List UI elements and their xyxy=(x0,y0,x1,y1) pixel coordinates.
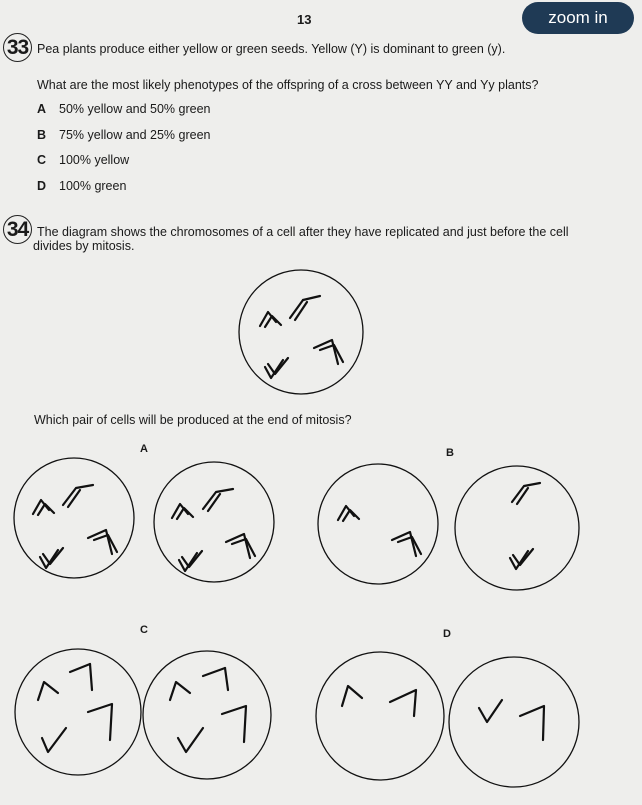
answer-label-c[interactable]: C xyxy=(140,624,148,636)
question-34-prompt: Which pair of cells will be produced at the end of mitosis? xyxy=(34,413,352,427)
question-34-stem-line-1: The diagram shows the chromosomes of a cell after they have replicated and just before the cell xyxy=(37,225,569,239)
option-b-cell-2 xyxy=(455,466,579,590)
answer-label-d[interactable]: D xyxy=(443,628,451,640)
option-b-letter: B xyxy=(37,128,47,142)
option-c-text[interactable]: 100% yellow xyxy=(59,153,130,167)
page-number: 13 xyxy=(297,12,312,27)
option-b-cell-1 xyxy=(318,464,438,584)
question-33-prompt: What are the most likely phenotypes of the offspring of a cross between YY and Yy plants? xyxy=(37,78,539,92)
zoom-in-button[interactable]: zoom in xyxy=(522,2,634,34)
answer-label-a[interactable]: A xyxy=(140,443,148,455)
option-d-cell-1 xyxy=(316,652,444,780)
option-a-cell-2 xyxy=(154,462,274,582)
option-d-cells[interactable] xyxy=(316,652,579,787)
option-c-cell-1 xyxy=(15,649,141,775)
option-a-letter: A xyxy=(37,102,47,116)
answer-label-b[interactable]: B xyxy=(446,447,454,459)
option-c-letter: C xyxy=(37,153,47,167)
option-c-cell-2 xyxy=(143,651,271,779)
option-d-text[interactable]: 100% green xyxy=(59,179,127,193)
question-34-number: 34 xyxy=(3,215,32,244)
option-b-cells[interactable] xyxy=(318,464,579,590)
option-d-cell-2 xyxy=(449,657,579,787)
question-33-number: 33 xyxy=(3,33,32,62)
parent-cell xyxy=(239,270,363,394)
option-c-cells[interactable] xyxy=(15,649,271,779)
question-33-stem: Pea plants produce either yellow or green seeds. Yellow (Y) is dominant to green (y). xyxy=(37,42,506,56)
option-a-text[interactable]: 50% yellow and 50% green xyxy=(59,102,211,116)
option-a-cells[interactable] xyxy=(14,458,274,582)
question-34-stem-line-2: divides by mitosis. xyxy=(33,239,135,253)
option-a-cell-1 xyxy=(14,458,134,578)
option-b-text[interactable]: 75% yellow and 25% green xyxy=(59,128,211,142)
option-d-letter: D xyxy=(37,179,47,193)
